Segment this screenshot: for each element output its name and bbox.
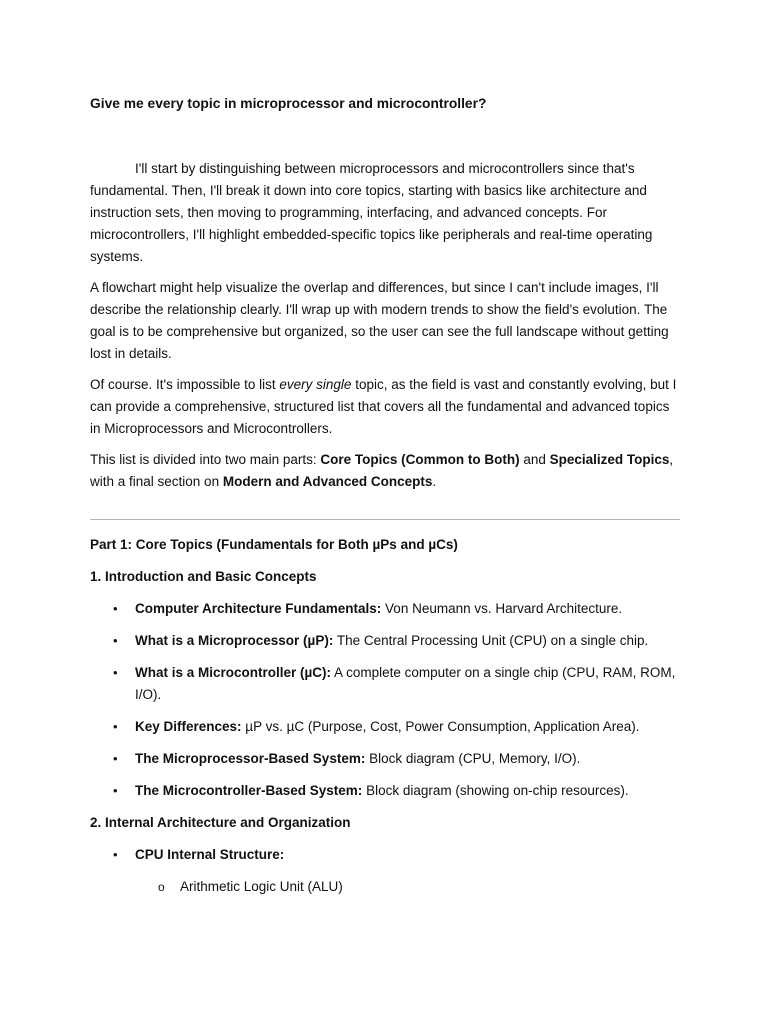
list-item-label: The Microcontroller-Based System: — [135, 783, 363, 798]
list-item — [90, 780, 680, 802]
list-item-text: Block diagram (CPU, Memory, I/O). — [365, 751, 581, 766]
section1-title: 1. Introduction and Basic Concepts — [90, 569, 317, 584]
list-item — [90, 716, 680, 738]
bullet-icon: • — [113, 665, 118, 680]
p4-text-4: . — [432, 474, 437, 489]
section1-list — [90, 598, 680, 802]
list-item-label: Key Differences: — [135, 719, 242, 734]
bullet-icon: • — [113, 633, 118, 648]
intro-paragraph-4 — [90, 449, 680, 493]
p4-bold-2: Specialized Topics — [549, 452, 670, 467]
bullet-icon: • — [113, 601, 118, 616]
p3-emphasis: every single — [279, 377, 352, 392]
p3-text-end: topic, as the field is vast and constantly evolving, but I can provide a comprehensive, structured list that covers all the fundamental and advanced topics in Microprocessors and Microcontrollers. — [90, 377, 677, 436]
intro-paragraph-3 — [90, 374, 680, 440]
bullet-icon: • — [113, 847, 118, 862]
list-item — [90, 844, 680, 898]
list-item-label: The Microprocessor-Based System: — [135, 751, 366, 766]
circle-bullet-icon: o — [158, 880, 165, 894]
sub-list-item — [135, 876, 680, 898]
list-item-label: CPU Internal Structure: — [135, 847, 285, 862]
sub-list — [135, 876, 680, 898]
list-item-text: The Central Processing Unit (CPU) on a single chip. — [333, 633, 649, 648]
list-item-text: A complete computer on a single chip (CPU, RAM, ROM, I/O). — [135, 665, 676, 702]
list-item — [90, 598, 680, 620]
p4-text-2: and — [519, 452, 550, 467]
list-item-text: Block diagram (showing on-chip resources). — [362, 783, 629, 798]
section2-list — [90, 844, 680, 898]
p4-bold-3: Modern and Advanced Concepts — [222, 474, 433, 489]
list-item-text: µP vs. µC (Purpose, Cost, Power Consumption, Application Area). — [241, 719, 640, 734]
list-item-label: Computer Architecture Fundamentals: — [135, 601, 382, 616]
list-item-label: What is a Microcontroller (µC): — [135, 665, 332, 680]
p4-text-3: , with a final section on — [90, 452, 674, 489]
section2-title: 2. Internal Architecture and Organization — [90, 815, 351, 830]
document-body — [90, 158, 680, 908]
list-item — [90, 630, 680, 652]
part1-title: Part 1: Core Topics (Fundamentals for Both µPs and µCs) — [90, 537, 458, 552]
list-item-label: What is a Microprocessor (µP): — [135, 633, 334, 648]
bullet-icon: • — [113, 783, 118, 798]
p4-text-1: This list is divided into two main parts: — [90, 452, 321, 467]
p3-text-start: Of course. It's impossible to list — [90, 377, 280, 392]
sub-list-item-text: Arithmetic Logic Unit (ALU) — [180, 879, 343, 894]
question-title: Give me every topic in microprocessor and microcontroller? — [90, 96, 487, 111]
intro-paragraph-1: I'll start by distinguishing between microprocessors and microcontrollers since that's fundamental. Then, I'll break it down into core topics, starting with basics like architecture and instruction sets, then moving to programming, interfacing, and advanced concepts. For microcontrollers, I'll highlight embedded-specific topics like peripherals and real-time operating systems. — [90, 161, 653, 264]
horizontal-divider — [90, 519, 680, 520]
list-item — [90, 748, 680, 770]
bullet-icon: • — [113, 719, 118, 734]
p4-bold-1: Core Topics (Common to Both) — [320, 452, 520, 467]
intro-paragraph-2: A flowchart might help visualize the overlap and differences, but since I can't include images, I'll describe the relationship clearly. I'll wrap up with modern trends to show the field's evolution. The goal is to be comprehensive but organized, so the user can see the full landscape without getting lost in details. — [90, 280, 669, 361]
list-item-text: Von Neumann vs. Harvard Architecture. — [381, 601, 623, 616]
list-item — [90, 662, 680, 706]
bullet-icon: • — [113, 751, 118, 766]
